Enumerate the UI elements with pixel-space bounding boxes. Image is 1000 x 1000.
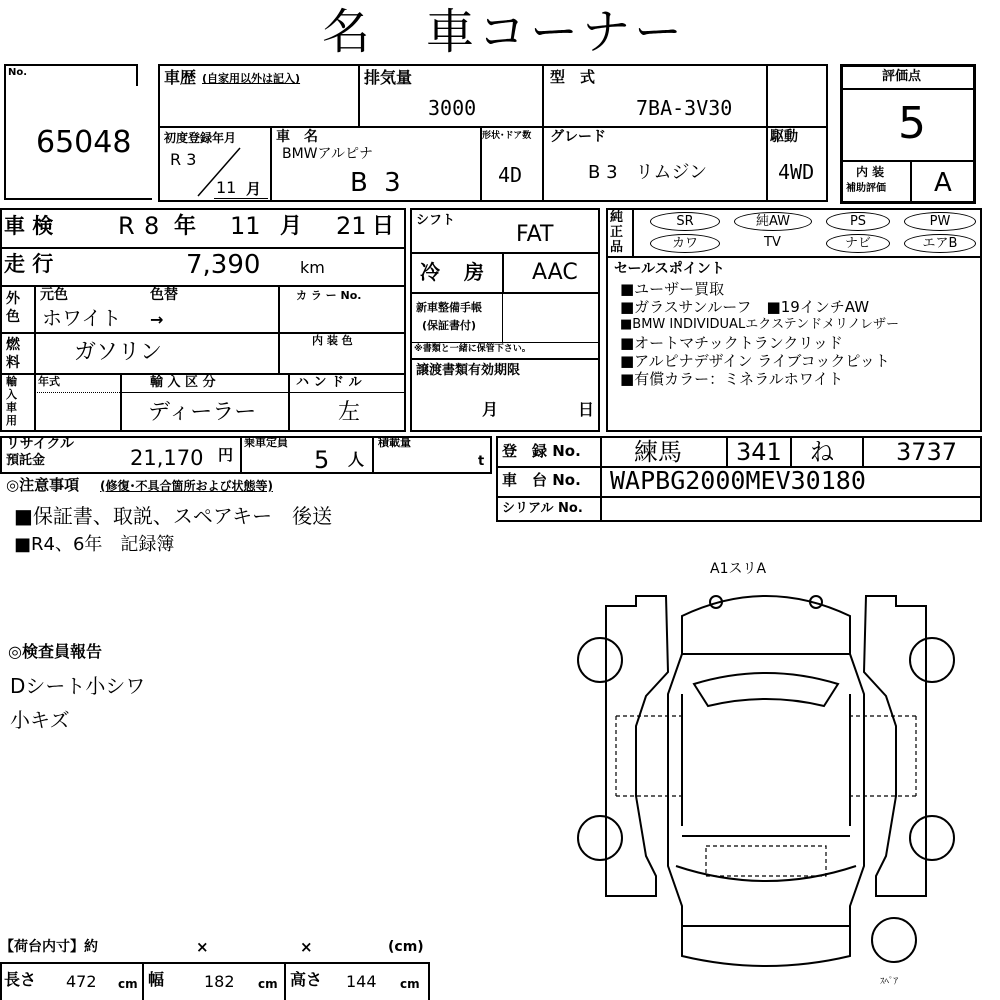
import-class-value: ディーラー: [148, 400, 257, 425]
transfer-day: 日: [578, 400, 595, 419]
mileage-value: 7,390: [186, 250, 261, 280]
sales-point-6: ■有償カラー：ミネラルホワイト: [620, 370, 844, 388]
import-side-label: 輸入車用: [6, 375, 17, 427]
displacement-label: 排気量: [364, 68, 413, 87]
chassis-label: 車 台 No.: [502, 471, 581, 489]
sales-point-5: ■アルピナデザイン ライブコックピット: [620, 352, 890, 370]
maintenance-note: ※書類と一緒に保管下さい。: [414, 344, 531, 354]
cargo-height-label: 高さ: [290, 970, 323, 989]
equip-ps: PS: [826, 212, 890, 231]
sales-points-label: セールスポイント: [614, 261, 725, 277]
drive-value: 4WD: [778, 160, 815, 184]
grade-label: グレード: [550, 129, 606, 145]
cargo-cm-3: cm: [400, 977, 420, 991]
recycle-value: 21,170: [130, 446, 204, 470]
recycle-unit: 円: [218, 446, 234, 464]
aircon-value: AAC: [532, 260, 578, 285]
maintenance-label-2: (保証書付): [422, 319, 477, 332]
shift-value: FAT: [516, 222, 554, 247]
load-unit: t: [478, 454, 485, 469]
notes-sub: (修復･不具合箇所および状態等): [100, 479, 273, 493]
inspector-item-1: Dシート小シワ: [10, 674, 146, 698]
fuel-value: ガソリン: [74, 340, 163, 365]
model-label: 型 式: [550, 68, 596, 86]
drive-label: 駆動: [770, 129, 798, 145]
first-reg-month-unit: 月: [246, 180, 262, 198]
first-reg-label: 初度登録年月: [164, 131, 237, 145]
inspection-month-unit: 月: [280, 214, 303, 239]
first-reg-month: 11: [216, 178, 237, 197]
chassis-value: WAPBG2000MEV30180: [610, 466, 866, 495]
mileage-unit: km: [300, 258, 325, 277]
aircon-label: 冷 房: [420, 260, 486, 284]
registration-label: 登 録 No.: [502, 442, 581, 460]
body-value: 4D: [498, 163, 523, 187]
sales-point-4: ■オートマチックトランクリッド: [620, 334, 843, 352]
cargo-x2: ×: [300, 938, 313, 956]
capacity-label: 乗車定員: [244, 436, 288, 449]
evaluation-label: 評価点: [882, 69, 922, 84]
inspection-era: R: [118, 212, 135, 240]
equip-pw: PW: [904, 212, 976, 231]
first-reg-year: R 3: [170, 150, 197, 169]
equip-leather: カワ: [650, 234, 720, 253]
inspection-year: 8: [144, 212, 160, 240]
cargo-unit-label: (cm): [388, 939, 424, 955]
page-title: 名 車コーナー: [322, 4, 687, 60]
note-item-2: ■R4、6年 記録簿: [14, 534, 175, 555]
evaluation-score: 5: [898, 98, 926, 149]
car-maker: BMWアルピナ: [282, 146, 373, 162]
shift-label: シフト: [416, 213, 456, 228]
recycle-label-1: リサイクル: [6, 436, 75, 452]
cargo-width-label: 幅: [148, 970, 165, 989]
handle-label: ハ ン ド ル: [296, 375, 362, 390]
inspection-day: 21: [336, 212, 367, 240]
mileage-label: 走 行: [4, 252, 54, 276]
capacity-value: 5: [314, 446, 330, 474]
diagram-annotation: A1スリA: [710, 561, 767, 577]
inspection-day-unit: 日: [372, 214, 395, 239]
equip-airbag: エアB: [904, 234, 976, 253]
exterior-arrow: →: [150, 310, 164, 329]
exterior-side-label: 外色: [6, 291, 20, 325]
capacity-unit: 人: [348, 450, 365, 469]
sales-point-3: ■BMW INDIVIDUALエクステンドメリノレザー: [620, 317, 899, 332]
cargo-width: 182: [204, 972, 235, 991]
equip-navi: ナビ: [826, 234, 890, 253]
interior-label-2: 補助評価: [846, 183, 886, 194]
number-label: No.: [8, 67, 28, 78]
note-item-1: ■保証書、取説、スペアキー 後送: [14, 504, 333, 528]
sales-point-2: ■ガラスサンルーフ ■19インチAW: [620, 298, 870, 316]
interior-label-1: 内 装: [856, 165, 885, 179]
registration-number: 3737: [896, 438, 958, 466]
interior-value: A: [934, 168, 952, 198]
import-year-label: 年式: [38, 375, 60, 388]
sales-point-1: ■ユーザー買取: [620, 280, 725, 298]
handle-value: 左: [338, 400, 361, 425]
notes-label: ◎注意事項: [6, 476, 80, 494]
inspection-year-unit: 年: [174, 214, 197, 239]
grade-value: B 3 リムジン: [588, 162, 708, 183]
cargo-label: 【荷台内寸】約: [0, 939, 98, 955]
cargo-cm-1: cm: [118, 977, 138, 991]
transfer-month: 月: [482, 400, 499, 419]
history-note: (自家用以外は記入): [202, 72, 301, 85]
number-value: 65048: [36, 125, 132, 160]
inspector-label: ◎検査員報告: [8, 642, 102, 661]
fuel-side-label: 燃料: [6, 337, 20, 371]
cargo-length-label: 長さ: [4, 970, 37, 989]
cargo-x1: ×: [196, 938, 209, 956]
history-label: 車歴: [164, 68, 197, 87]
spare-label: ｽﾍﾟｱ: [880, 977, 899, 987]
displacement-value: 3000: [428, 96, 477, 120]
interior-color-label: 内 装 色: [312, 334, 353, 347]
recycle-label-2: 預託金: [6, 453, 46, 468]
registration-kana: ね: [810, 438, 834, 466]
car-damage-diagram: [576, 576, 956, 986]
body-label: 形状･ドア数: [482, 131, 532, 141]
import-class-label: 輸 入 区 分: [150, 375, 216, 390]
equip-sr: SR: [650, 212, 720, 231]
load-label: 積載量: [378, 436, 411, 449]
maintenance-label-1: 新車整備手帳: [416, 301, 482, 314]
model-value: 7BA-3V30: [636, 96, 733, 120]
inspector-item-2: 小キズ: [10, 708, 70, 732]
inspection-label: 車 検: [4, 214, 54, 238]
car-name-label: 車 名: [276, 129, 318, 145]
registration-class: 341: [736, 438, 782, 466]
color-no-label: カ ラ ー No.: [296, 289, 362, 302]
registration-area: 練馬: [634, 438, 682, 466]
transfer-label: 譲渡書類有効期限: [416, 363, 521, 378]
exterior-color-value: ホワイト: [42, 306, 122, 330]
equipment-side-label: 純正品: [610, 210, 624, 255]
equip-tv: TV: [764, 235, 781, 250]
exterior-change-label: 色替: [150, 287, 178, 303]
serial-label: シリアル No.: [502, 501, 583, 516]
exterior-orig-label: 元色: [40, 287, 68, 303]
inspection-month: 11: [230, 212, 261, 240]
equip-aw: 純AW: [734, 212, 812, 231]
cargo-length: 472: [66, 972, 97, 991]
cargo-height: 144: [346, 972, 377, 991]
cargo-cm-2: cm: [258, 977, 278, 991]
car-name: B 3: [350, 168, 405, 198]
